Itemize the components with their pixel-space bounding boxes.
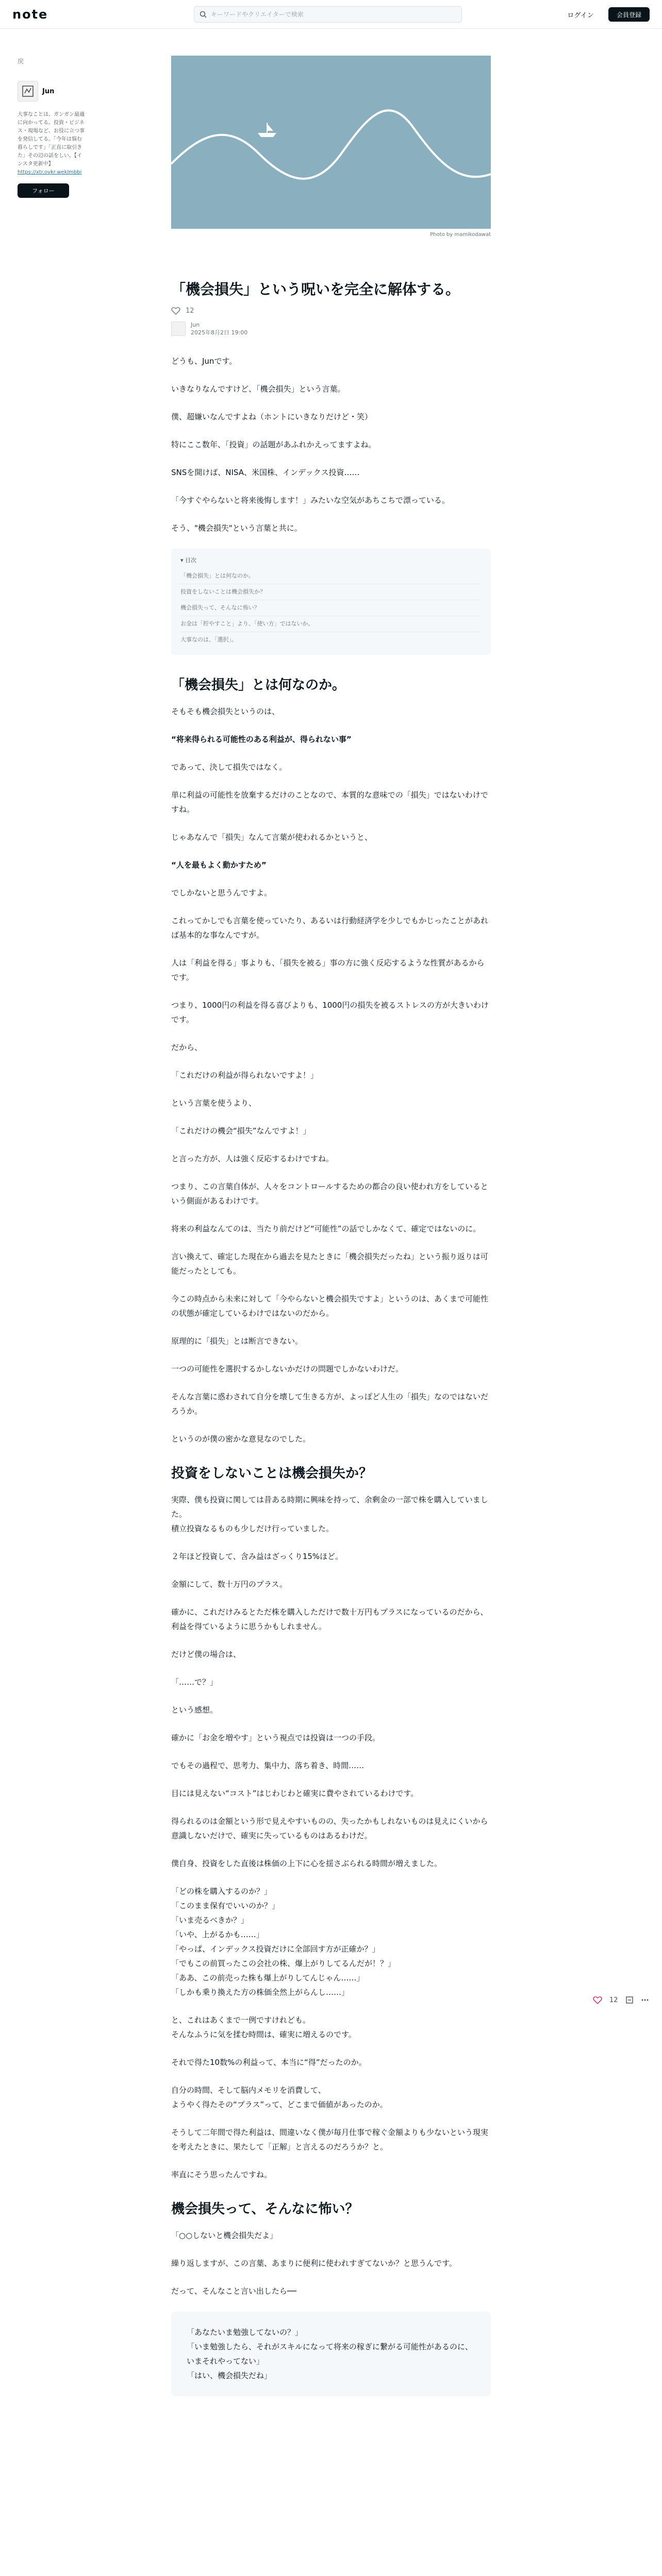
article-main bbox=[171, 56, 491, 2396]
paragraph-bold: “人を最もよく動かすため” bbox=[171, 860, 267, 870]
toc-item[interactable]: お金は「貯やすこと」より、「使い方」ではないか。 bbox=[180, 616, 482, 632]
inner-monologue-list bbox=[171, 1884, 491, 1999]
search-input[interactable] bbox=[211, 9, 453, 20]
boat-icon bbox=[258, 123, 276, 137]
bio-link[interactable]: https://xtr.ovkr.weklmbbi bbox=[18, 170, 82, 175]
author-name[interactable]: Jun bbox=[42, 87, 55, 95]
meta-author[interactable]: Jun bbox=[191, 321, 200, 328]
paragraph: SNSを開けば、NISA、米国株、インデックス投資…… bbox=[171, 468, 360, 477]
paragraph: 確かに「お金を増やす」という視点では投資は一つの手段。 bbox=[171, 1733, 380, 1742]
quote-line: 「あなたいま勉強してないの？」 bbox=[187, 2328, 303, 2337]
paragraph: そうして二年間で得た利益は、間違いなく僕が毎月仕事で稼ぐ金額よりも少ないという現実を考えたときに、果たして「正解」と言えるのだろうか？と。 bbox=[171, 2128, 489, 2151]
paragraph: 目には見えない“コスト”はじわじわと確実に費やされているわけです。 bbox=[171, 1789, 419, 1798]
more-icon[interactable] bbox=[641, 1996, 649, 2004]
paragraph: 自分の時間、そして脳内メモリを消費して、 bbox=[171, 2086, 326, 2095]
paragraph: そう、"機会損失"という言葉と共に。 bbox=[171, 523, 302, 533]
list-line: 「やっぱ、インデックス投資だけに全部回す方が正確か？」 bbox=[171, 1944, 380, 1954]
float-like-count[interactable]: 12 bbox=[609, 1996, 618, 2004]
article-title: 「機会損失」という呪いを完全に解体する。 bbox=[171, 281, 460, 298]
toc-item[interactable]: 投資をしないことは機会損失か？ bbox=[180, 584, 482, 600]
paragraph: だけど僕の場合は、 bbox=[171, 1650, 241, 1659]
paragraph: そもそも機会損失というのは、 bbox=[171, 707, 280, 716]
paragraph: それで得た10数%の利益って、本当に“得”だったのか。 bbox=[171, 2058, 367, 2067]
author-avatar-icon bbox=[21, 84, 35, 98]
quote-line: 「いま勉強したら、それがスキルになって将来の稼ぎに繋がる可能性があるのに、いまそれやってない」 bbox=[187, 2342, 473, 2366]
toc-item[interactable]: 大事なのは、「選択」。 bbox=[180, 636, 237, 643]
paragraph: 積立投資なるものも少しだけ行っていました。 bbox=[171, 1524, 334, 1533]
paragraph: 「○○しないと機会損失だよ」 bbox=[171, 2231, 278, 2240]
paragraph: 言い換えて、確定した現在から過去を見たときに「機会損失だったね」という振り返りは可能だったとしても。 bbox=[171, 1252, 488, 1276]
heart-icon[interactable] bbox=[171, 307, 180, 315]
list-line: 「このまま保有でいいのか？」 bbox=[171, 1901, 280, 1910]
list-line: 「いや、上がるかも……」 bbox=[171, 1930, 264, 1939]
paragraph: 原理的に「損失」とは断言できない。 bbox=[171, 1336, 303, 1346]
paragraph: 人は「利益を得る」事よりも、「損失を被る」事の方に強く反応するような性質があるからです。 bbox=[171, 958, 485, 982]
paragraph: であって、決して損失ではなく。 bbox=[171, 762, 287, 772]
paragraph: 特にここ数年、「投資」の話題があふれかえってますよね。 bbox=[171, 440, 376, 449]
paragraph: でもその過程で、思考力、集中力、落ち着き、時間…… bbox=[171, 1761, 365, 1770]
paragraph: というのが僕の密かな意見なのでした。 bbox=[171, 1434, 311, 1444]
paragraph: と言った方が、人は強く反応するわけですね。 bbox=[171, 1154, 334, 1163]
paragraph: 「これだけの利益が得られないですよ！」 bbox=[171, 1071, 319, 1080]
paragraph: ２年ほど投資して、含み益はざっくり15%ほど。 bbox=[171, 1552, 343, 1561]
author-meta bbox=[171, 321, 491, 336]
paragraph: という感想。 bbox=[171, 1705, 218, 1715]
paragraph: 実際、僕も投資に関しては昔ある時期に興味を持って、余剰金の一部で株を購入していました。 bbox=[171, 1495, 488, 1519]
paragraph: 単に利益の可能性を放棄するだけのことなので、本質的な意味での「損失」ではないわけですね。 bbox=[171, 790, 488, 814]
paragraph: ようやく得たその“プラス”って、どこまで価値があったのか。 bbox=[171, 2100, 388, 2109]
profile-row bbox=[18, 81, 85, 101]
search-box[interactable] bbox=[194, 6, 462, 23]
paragraph: 確かに、これだけみるとただ株を購入しただけで数十万円もプラスになっているのだから、利益を得ているように思うかもしれません。 bbox=[171, 1607, 488, 1631]
hero-image bbox=[171, 56, 491, 229]
paragraph: つまり、この言葉自体が、人々をコントロールするための都合の良い使われ方をしているという側面があるわけです。 bbox=[171, 1182, 488, 1206]
author-sidebar bbox=[18, 57, 85, 198]
paragraph: 繰り返しますが、この言葉、あまりに便利に使われすぎてないか？と思うんです。 bbox=[171, 2259, 457, 2268]
paragraph: 金額にして、数十万円のプラス。 bbox=[171, 1580, 287, 1589]
signup-button[interactable]: 会員登録 bbox=[608, 7, 650, 22]
paragraph: 僕自身、投資をした直後は株価の上下に心を揺さぶられる時間が増えました。 bbox=[171, 1859, 442, 1868]
section-heading: 投資をしないことは機会損失か？ bbox=[171, 1466, 373, 1481]
toc-item[interactable]: 機会損失って、そんなに怖い？ bbox=[180, 600, 482, 616]
author-bio: 大事なことは、ガンガン最適に向かってる。投資・ビジネス・現場など、お役に立つ事を発信してる。「今年は悩む暮らしです」「正直に取引きた」その辺の話をしい。【インスタ更新中】 bbox=[18, 112, 85, 167]
search-icon bbox=[200, 11, 207, 18]
article-body bbox=[171, 354, 491, 2396]
paragraph: 率直にそう思ったんですね。 bbox=[171, 2170, 272, 2179]
paragraph: と、これはあくまで一例ですけれども。 bbox=[171, 2015, 311, 2025]
section-heading: 機会損失って、そんなに怖い？ bbox=[171, 2201, 359, 2217]
paragraph: だから、 bbox=[171, 1043, 203, 1052]
paragraph: つまり、1000円の利益を得る喜びよりも、1000円の損失を被るストレスの方が大きいわけです。 bbox=[171, 1001, 489, 1024]
list-line: 「しかも乗り換えた方の株価全然上がらんし……」 bbox=[171, 1988, 350, 1997]
list-line: 「ああ、この前売った株も爆上がりしてんじゃん……」 bbox=[171, 1973, 365, 1982]
list-line: 「でもこの前買ったこの会社の株、爆上がりしてるんだが！？」 bbox=[171, 1959, 396, 1968]
toc-item[interactable]: 「機会損失」とは何なのか。 bbox=[180, 568, 482, 584]
back-link[interactable]: 戻 bbox=[18, 58, 24, 65]
like-count[interactable]: 12 bbox=[186, 307, 194, 315]
login-button[interactable]: ログイン bbox=[560, 7, 601, 22]
follow-label: フォロー bbox=[32, 188, 55, 194]
section-heading: 「機会損失」とは何なのか。 bbox=[171, 677, 346, 693]
meta-date: 2025年8月2日 19:00 bbox=[191, 329, 248, 336]
paragraph: 一つの可能性を選択するかしないかだけの問題でしかないわけだ。 bbox=[171, 1364, 404, 1374]
paragraph: という言葉を使うより、 bbox=[171, 1098, 257, 1108]
paragraph: だって、そんなこと言い出したら── bbox=[171, 2286, 296, 2296]
note-logo[interactable]: note bbox=[12, 7, 48, 22]
paragraph: いきなりなんですけど、「機会損失」という言葉。 bbox=[171, 384, 345, 394]
top-bar bbox=[0, 0, 662, 29]
follow-button[interactable] bbox=[18, 183, 69, 198]
table-of-contents bbox=[171, 549, 491, 655]
quote-block bbox=[171, 2312, 491, 2396]
paragraph: 得られるのは金額という形で見えやすいものの、失ったかもしれないものは見えにくいから意識しないだけで、確実に失っているものはあるわけだ。 bbox=[171, 1817, 488, 1840]
paragraph: どうも、Junです。 bbox=[171, 357, 237, 366]
paragraph-bold: “将来得られる可能性のある利益が、得られない事” bbox=[171, 735, 352, 744]
toc-heading[interactable]: ▾ 目次 bbox=[180, 557, 197, 564]
paragraph: 「これだけの機会“損失”なんですよ！」 bbox=[171, 1126, 311, 1136]
paragraph: そんなふうに気を揉む時間は、確実に増えるのです。 bbox=[171, 2030, 356, 2039]
paragraph: 今この時点から未来に対して「今やらないと機会損失ですよ」というのは、あくまで可能性の状態が確定しているわけではないのだから。 bbox=[171, 1294, 489, 1318]
share-icon[interactable] bbox=[625, 1996, 634, 2004]
paragraph: これってかしでも言葉を使っていたり、あるいは行動経済学を少しでもかじったことがあれば基本的な事なんですが。 bbox=[171, 916, 489, 940]
list-line: 「どの株を購入するのか？」 bbox=[171, 1887, 272, 1896]
paragraph: でしかないと思うんですよ。 bbox=[171, 888, 272, 897]
photo-credit[interactable]: Photo by mamikodawat bbox=[430, 232, 491, 238]
avatar[interactable] bbox=[18, 81, 38, 101]
paragraph: 「……で？」 bbox=[171, 1677, 218, 1687]
hero-wave-illustration bbox=[171, 56, 491, 229]
quote-line: 「はい、機会損失だね」 bbox=[187, 2371, 272, 2380]
paragraph: そんな言葉に惑わされて自分を壊して生きる方が、よっぽど人生の「損失」なのではないだろうか。 bbox=[171, 1392, 489, 1416]
list-line: 「いま売るべきか？」 bbox=[171, 1916, 249, 1925]
paragraph: 僕、超嫌いなんですよね（ホントにいきなりだけど・笑） bbox=[171, 412, 373, 421]
paragraph: じゃあなんで「損失」なんて言葉が使われるかというと、 bbox=[171, 833, 373, 842]
meta-avatar[interactable] bbox=[171, 321, 186, 336]
paragraph: 将来の利益なんてのは、当たり前だけど“可能性”の話でしかなくて、確定ではないのに。 bbox=[171, 1224, 481, 1233]
likes-row bbox=[171, 307, 491, 315]
float-heart-icon[interactable] bbox=[593, 1996, 602, 2004]
floating-actions bbox=[593, 1996, 649, 2004]
paragraph: 「今すぐやらないと将来後悔します！」みたいな空気があちこちで漂っている。 bbox=[171, 496, 450, 505]
